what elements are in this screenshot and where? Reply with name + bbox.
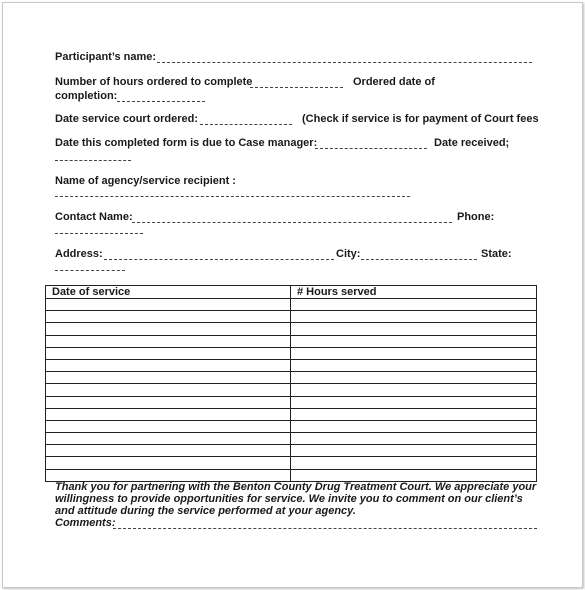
table-header-row: [46, 286, 537, 299]
date-of-service-cell[interactable]: [46, 396, 291, 408]
court-fees-note: (Check if service is for payment of Court fees: [302, 113, 539, 125]
agency-label: Name of agency/service recipient :: [55, 175, 236, 187]
hours-ordered-field[interactable]: [250, 87, 343, 88]
date-of-service-header: Date of service: [46, 286, 291, 299]
hours-served-cell[interactable]: [291, 359, 537, 371]
participant-name-field[interactable]: [157, 62, 532, 63]
hours-served-cell[interactable]: [291, 457, 537, 469]
date-of-service-cell[interactable]: [46, 372, 291, 384]
state-label: State:: [481, 248, 512, 260]
completion-label: completion:: [55, 90, 118, 102]
hours-ordered-label: Number of hours ordered to complete: [55, 76, 253, 88]
date-of-service-cell[interactable]: [46, 445, 291, 457]
date-of-service-cell[interactable]: [46, 433, 291, 445]
table-row: [46, 408, 537, 420]
table-row: [46, 420, 537, 432]
hours-served-cell[interactable]: [291, 396, 537, 408]
date-ordered-label: Date service court ordered:: [55, 113, 199, 125]
city-field[interactable]: [361, 259, 477, 260]
table-row: [46, 445, 537, 457]
completion-date-field[interactable]: [117, 101, 205, 102]
due-date-label: Date this completed form is due to Case manager:: [55, 137, 318, 149]
table-row: [46, 359, 537, 371]
contact-name-field[interactable]: [132, 222, 452, 223]
hours-served-cell[interactable]: [291, 384, 537, 396]
hours-served-cell[interactable]: [291, 433, 537, 445]
table-row: [46, 384, 537, 396]
date-received-field[interactable]: [55, 160, 131, 161]
date-of-service-cell[interactable]: [46, 420, 291, 432]
hours-served-cell[interactable]: [291, 323, 537, 335]
date-of-service-cell[interactable]: [46, 359, 291, 371]
table-row: [46, 323, 537, 335]
thank-you-line-1: Thank you for partnering with the Benton County Drug Treatment Court. We appreciate your: [55, 481, 537, 493]
address-field[interactable]: [104, 259, 334, 260]
table-row: [46, 347, 537, 359]
agency-field[interactable]: [55, 196, 410, 197]
date-ordered-field[interactable]: [200, 124, 292, 125]
phone-label: Phone:: [457, 211, 495, 223]
date-of-service-cell[interactable]: [46, 384, 291, 396]
participant-name-label: Participant’s name:: [55, 51, 157, 63]
table-row: [46, 372, 537, 384]
table-row: [46, 396, 537, 408]
date-of-service-cell[interactable]: [46, 408, 291, 420]
hours-served-cell[interactable]: [291, 299, 537, 311]
hours-served-cell[interactable]: [291, 469, 537, 481]
date-of-service-cell[interactable]: [46, 323, 291, 335]
date-of-service-cell[interactable]: [46, 457, 291, 469]
phone-field[interactable]: [55, 233, 143, 234]
hours-served-header: # Hours served: [291, 286, 537, 299]
date-of-service-cell[interactable]: [46, 311, 291, 323]
hours-served-cell[interactable]: [291, 445, 537, 457]
date-of-service-cell[interactable]: [46, 347, 291, 359]
hours-served-cell[interactable]: [291, 420, 537, 432]
table-row: [46, 311, 537, 323]
table-row: [46, 299, 537, 311]
city-label: City:: [336, 248, 361, 260]
date-of-service-cell[interactable]: [46, 335, 291, 347]
date-of-service-cell[interactable]: [46, 299, 291, 311]
service-log-table: [45, 285, 537, 482]
hours-served-cell[interactable]: [291, 335, 537, 347]
date-of-service-cell[interactable]: [46, 469, 291, 481]
comments-label: Comments:: [55, 517, 116, 529]
due-date-field[interactable]: [315, 148, 427, 149]
comments-field[interactable]: [113, 528, 537, 529]
date-received-label: Date received;: [434, 137, 510, 149]
hours-served-cell[interactable]: [291, 347, 537, 359]
ordered-date-label: Ordered date of: [353, 76, 435, 88]
address-label: Address:: [55, 248, 103, 260]
state-field[interactable]: [55, 270, 125, 271]
hours-served-cell[interactable]: [291, 372, 537, 384]
table-row: [46, 433, 537, 445]
contact-name-label: Contact Name:: [55, 211, 133, 223]
table-row: [46, 469, 537, 481]
hours-served-cell[interactable]: [291, 408, 537, 420]
hours-served-cell[interactable]: [291, 311, 537, 323]
thank-you-line-2: willingness to provide opportunities for service. We invite you to comment on our client’s: [55, 493, 523, 505]
table-row: [46, 335, 537, 347]
thank-you-line-3: and attitude during the service performed at your agency.: [55, 505, 356, 517]
table-row: [46, 457, 537, 469]
